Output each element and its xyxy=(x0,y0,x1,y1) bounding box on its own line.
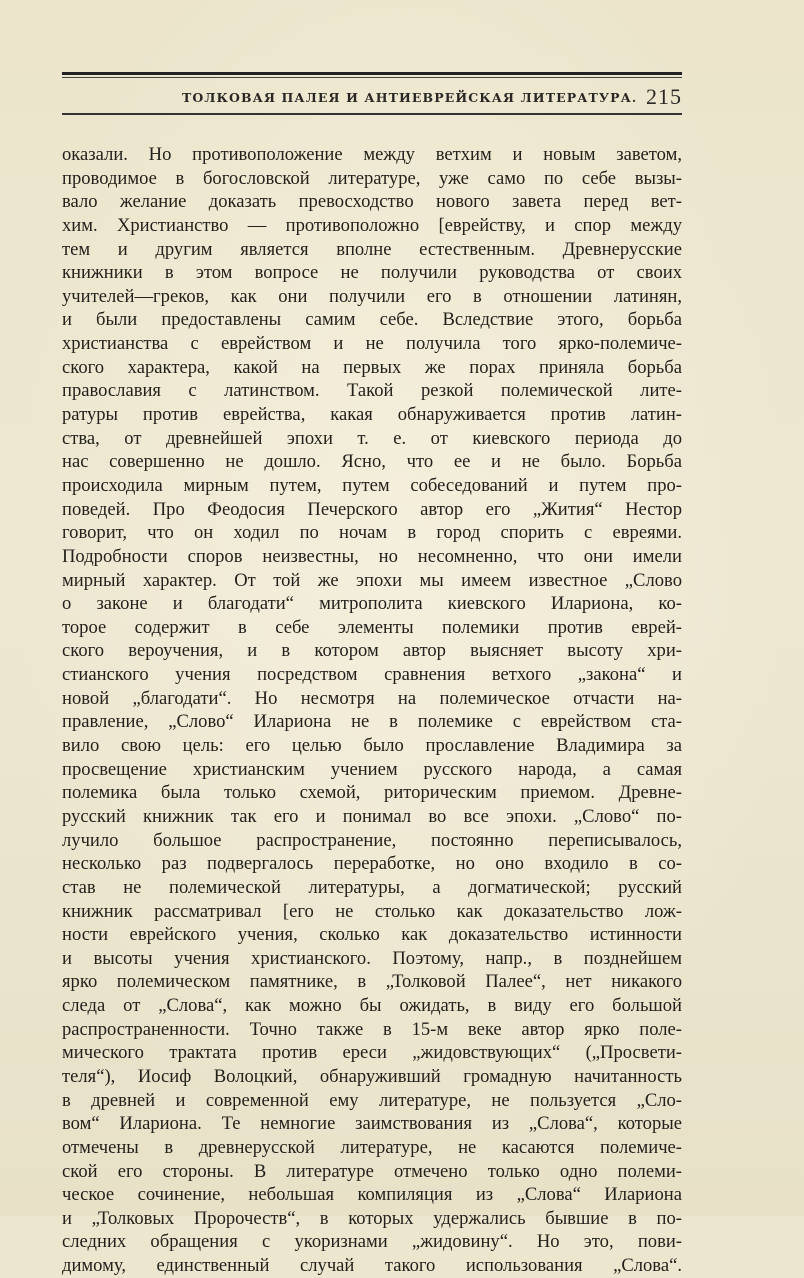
text-line: хим. Христианство — противоположно [еврейству, и спор между xyxy=(62,214,682,236)
text-line: русский книжник так его и понимал во все эпохи. „Слово“ по- xyxy=(62,805,682,827)
text-line: вом“ Илариона. Те немногие заимствования из „Слова“, которые xyxy=(62,1113,682,1135)
text-line: следа от „Слова“, как можно бы ожидать, в виду его большой xyxy=(62,995,682,1017)
text-line: в древней и современной ему литературе, не пользуется „Сло- xyxy=(62,1089,682,1111)
text-line: книжники в этом вопросе не получили руководства от своих xyxy=(62,262,682,284)
text-line: поведей. Про Феодосия Печерского автор его „Жития“ Нестор xyxy=(62,498,682,520)
text-line: ской его стороны. В литературе отмечено только одно полеми- xyxy=(62,1160,682,1182)
text-line: православия с латинством. Такой резкой полемической лите- xyxy=(62,380,682,402)
text-line: распространенности. Точно также в 15-м веке автор ярко поле- xyxy=(62,1018,682,1040)
text-line: происходила мирным путем, путем собеседований и путем про- xyxy=(62,474,682,496)
text-line: ратуры против еврейства, какая обнаруживается против латин- xyxy=(62,404,682,426)
text-line: нас совершенно не дошло. Ясно, что ее и не было. Борьба xyxy=(62,451,682,473)
text-line: правление, „Слово“ Илариона не в полемике с еврейством ста- xyxy=(62,711,682,733)
text-line: ярко полемическом памятнике, в „Толковой Палее“, нет никакого xyxy=(62,971,682,993)
header-rule-thin xyxy=(62,77,682,78)
text-line: ского характера, какой на первых же порах приняла борьба xyxy=(62,356,682,378)
page-number: 215 xyxy=(646,84,682,109)
text-line: ского вероучения, и в котором автор выясняет высоту хри- xyxy=(62,640,682,662)
text-line: димому, единственный случай такого использования „Слова“. xyxy=(62,1255,682,1277)
body-text xyxy=(62,143,682,1278)
header-rule-thick xyxy=(62,72,682,75)
text-line: торое содержит в себе элементы полемики против еврей- xyxy=(62,616,682,638)
text-line: проводимое в богословской литературе, уже само по себе вызы- xyxy=(62,167,682,189)
text-line: отмечены в древнерусской литературе, не касаются полемиче- xyxy=(62,1136,682,1158)
text-line: следних обращения с укоризнами „жидовину“. Но это, пови- xyxy=(62,1231,682,1253)
text-line: став не полемической литературы, а догматической; русский xyxy=(62,876,682,898)
text-line: и были предоставлены самим себе. Вследствие этого, борьба xyxy=(62,309,682,331)
text-line: Подробности споров неизвестны, но несомненно, что они имели xyxy=(62,545,682,567)
text-line: тем и другим является вполне естественным. Древнерусские xyxy=(62,238,682,260)
text-line: мирный характер. От той же эпохи мы имеем известное „Слово xyxy=(62,569,682,591)
text-line: книжник рассматривал [его не столько как доказательство лож- xyxy=(62,900,682,922)
page-header xyxy=(62,84,682,110)
text-line: полемика была только схемой, риторическим приемом. Древне- xyxy=(62,782,682,804)
text-line: стианского учения посредством сравнения ветхого „закона“ и xyxy=(62,664,682,686)
text-line: вило свою цель: его целью было прославление Владимира за xyxy=(62,735,682,757)
text-line: ства, от древнейшей эпохи т. е. от киевского периода до xyxy=(62,427,682,449)
text-line: христианства с еврейством и не получила того ярко-полемиче- xyxy=(62,333,682,355)
text-line: несколько раз подвергалось переработке, но оно входило в со- xyxy=(62,853,682,875)
header-rule-bottom xyxy=(62,113,682,115)
text-line: учителей—греков, как они получили его в отношении латинян, xyxy=(62,285,682,307)
text-line: оказали. Но противоположение между ветхим и новым заветом, xyxy=(62,144,682,165)
text-line: ности еврейского учения, сколько как доказательство истинности xyxy=(62,924,682,946)
text-line: вало желание доказать превосходство нового завета перед вет- xyxy=(62,191,682,213)
text-line: и высоты учения христианского. Поэтому, напр., в позднейшем xyxy=(62,947,682,969)
text-line: о законе и благодати“ митрополита киевского Илариона, ко- xyxy=(62,593,682,615)
text-line: говорит, что он ходил по ночам в город спорить с евреями. xyxy=(62,522,682,544)
running-head: ТОЛКОВАЯ ПАЛЕЯ И АНТИЕВРЕЙСКАЯ ЛИТЕРАТУРА. xyxy=(182,90,638,105)
text-line: теля“), Иосиф Волоцкий, обнаруживший громадную начитанность xyxy=(62,1065,682,1087)
text-line: новой „благодати“. Но несмотря на полемическое отчасти на- xyxy=(62,687,682,709)
text-line: лучило большое распространение, постоянно переписывалось, xyxy=(62,829,682,851)
text-line: просвещение христианским учением русского народа, а самая xyxy=(62,758,682,780)
text-line: и „Толковых Пророчеств“, в которых удержались бывшие в по- xyxy=(62,1207,682,1229)
text-line: мического трактата против ереси „жидовствующих“ („Просвети- xyxy=(62,1042,682,1064)
text-line: ческое сочинение, небольшая компиляция из „Слова“ Илариона xyxy=(62,1184,682,1206)
